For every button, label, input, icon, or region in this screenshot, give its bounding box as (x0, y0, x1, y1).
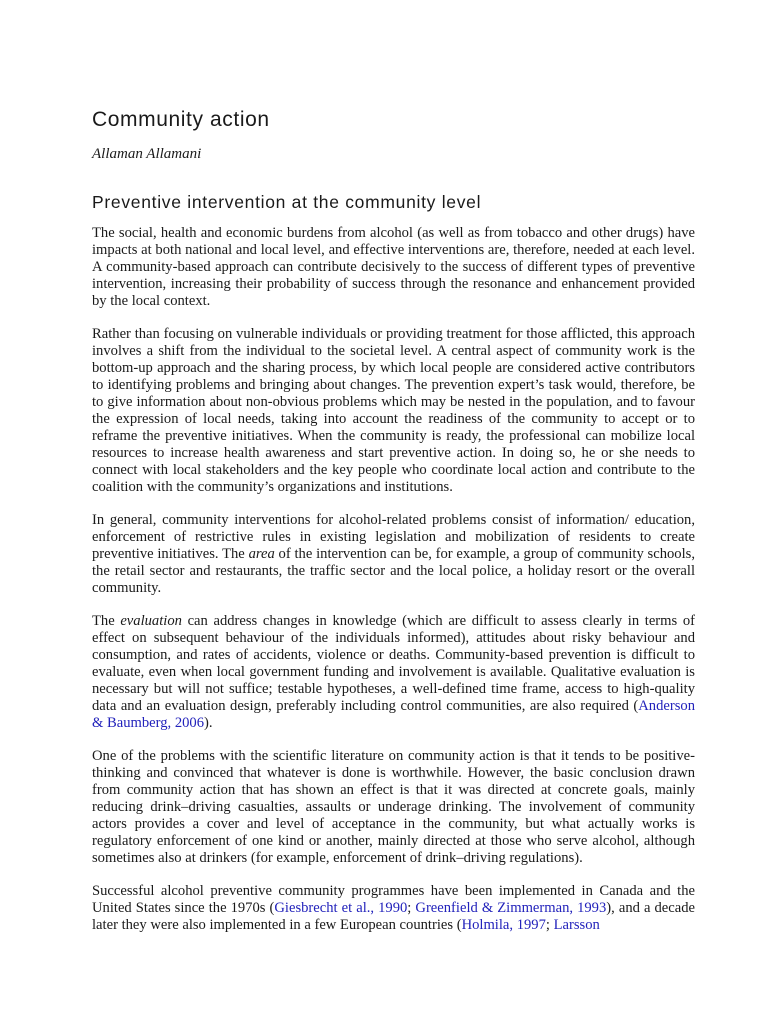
paragraph-4-close: ). (204, 715, 213, 731)
document-title: Community action (92, 108, 270, 131)
citation-link-holmila[interactable]: Holmila, 1997 (461, 917, 546, 933)
paragraph-6-text: Successful alcohol preventive community programmes have been implemented in Canada and the United States since the 1970s ( (92, 883, 695, 916)
paragraph-6-text-cont: ), and a decade later they were also implemented in a few European countries ( (92, 900, 695, 933)
paragraph-6 (92, 883, 695, 934)
citation-separator: ; (407, 900, 416, 916)
section-heading: Preventive intervention at the community level (92, 192, 482, 212)
paragraph-1: The social, health and economic burdens from alcohol (as well as from tobacco and other drugs) have impacts at both national and local level, and effective interventions are, therefore, needed at each level. A community-based approach can contribute decisively to the success of different types of preventive intervention, increasing their probability of success through the resonance and enhancement provided by the local context. (92, 225, 695, 309)
citation-separator: ; (545, 917, 554, 933)
emphasis-area: area (248, 546, 275, 562)
paragraph-2: Rather than focusing on vulnerable individuals or providing treatment for those afflicted, this approach involves a shift from the individual to the societal level. A central aspect of community work is the bottom-up approach and the sharing process, by which local people are considered active contributors to identifying problems and bringing about changes. The prevention expert’s task would, therefore, be to give information about non-obvious problems which may be nested in the population, and to favour the expression of local needs, taking into account the readiness of the community to accept or to reframe the preventive initiatives. When the community is ready, the professional can mobilize local resources to increase health awareness and start preventive action. In doing so, he or she needs to connect with local stakeholders and the key people who coordinate local action and contribute to the coalition with the community’s organizations and institutions. (92, 326, 695, 495)
paragraph-4-lead: The (92, 613, 121, 629)
paragraph-3 (92, 512, 695, 597)
citation-link-giesbrecht[interactable]: Giesbrecht et al., 1990 (274, 900, 408, 916)
paragraph-4 (92, 613, 695, 732)
paragraph-3-text: In general, community interventions for alcohol-related problems consist of information/ education, enforcement of restrictive rules in existing legislation and mobilization of residents to create preventive initiatives. The (92, 512, 695, 562)
citation-link-larsson[interactable]: Larsson (553, 917, 600, 933)
emphasis-evaluation: evaluation (120, 613, 182, 629)
paragraph-5: One of the problems with the scientific literature on community action is that it tends to be positive-thinking and convinced that whatever is done is worthwhile. However, the basic conclusion drawn from community action that has shown an effect is that it was directed at concrete goals, mainly reducing drink–driving casualties, assaults or underage drinking. The involvement of community actors provides a cover and level of acceptance in the community, but what actually works is regulatory enforcement of one kind or another, mainly directed at those who serve alcohol, although sometimes also at drinkers (for example, enforcement of drink–driving regulations). (92, 748, 695, 866)
document-page (92, 104, 695, 934)
citation-link-anderson-baumberg[interactable]: Anderson & Baumberg, 2006 (92, 698, 695, 731)
paragraph-3-text-cont: of the intervention can be, for example, a group of community schools, the retail sector and restaurants, the traffic sector and the local police, a holiday resort or the overall community. (92, 546, 695, 596)
author-name: Allaman Allamani (92, 146, 202, 162)
paragraph-4-text: can address changes in knowledge (which are difficult to assess clearly in terms of effect on subsequent behaviour of the individuals informed), attitudes about risky behaviour and consumption, and rates of accidents, violence or deaths. Community-based prevention is difficult to evaluate, even when local government funding and involvement is available. Qualitative evaluation is necessary but will not suffice; testable hypotheses, a well-defined time frame, access to high-quality data and an evaluation design, preferably including control communities, are also required ( (92, 613, 695, 714)
citation-link-greenfield-zimmerman[interactable]: Greenfield & Zimmerman, 1993 (415, 900, 607, 916)
